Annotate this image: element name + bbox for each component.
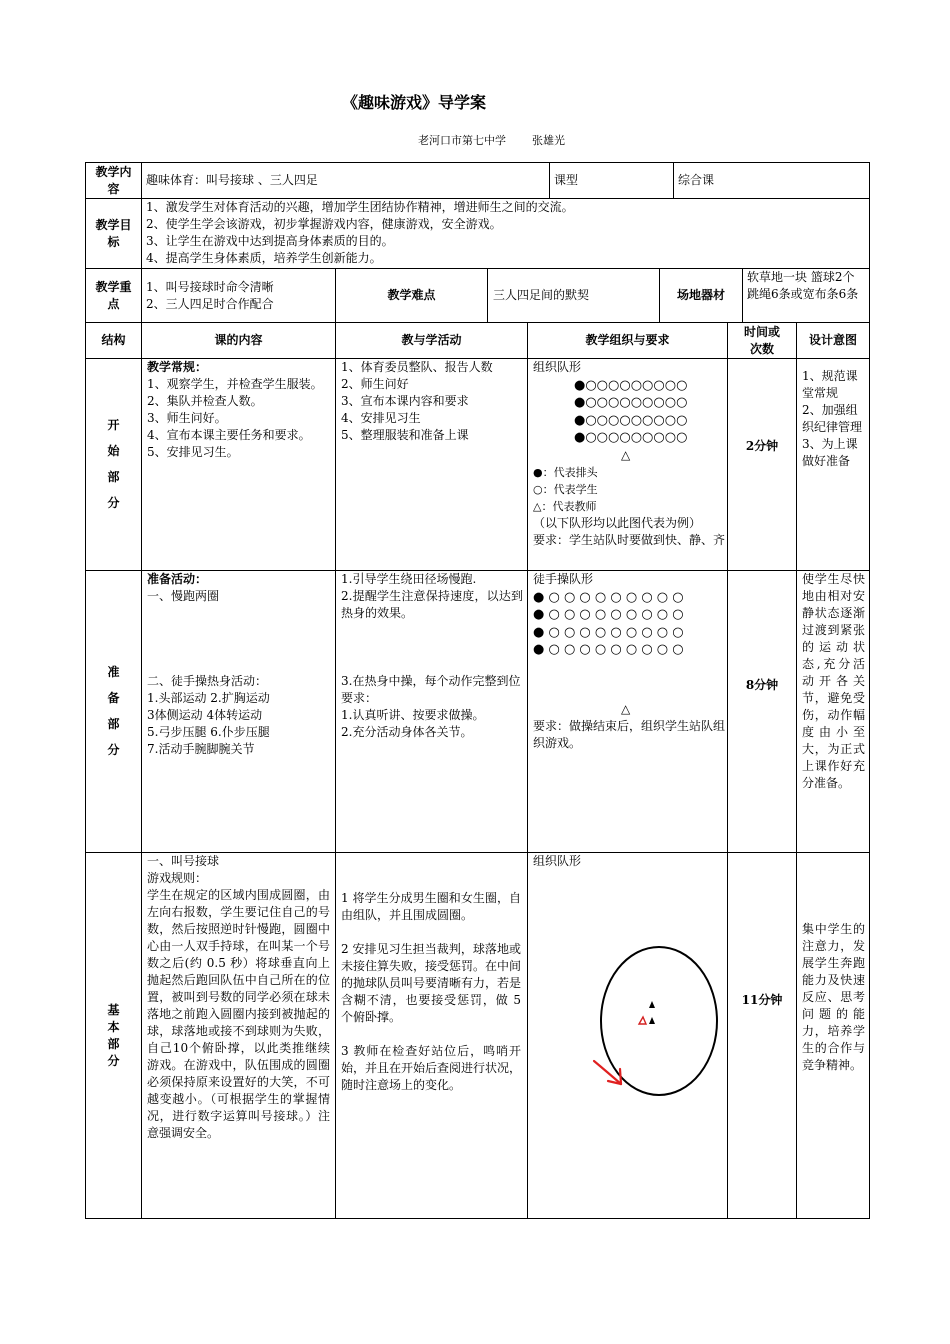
section-basic-content — [147, 853, 330, 1218]
section-basic-activity — [341, 853, 521, 1218]
start-content-list: 1、观察学生，并检查学生服装。 2、集队并检查人数。 3、师生问好。 4、宣布本课主要任务和要求。 5、安排见习生。 — [147, 377, 323, 459]
prep-time: 8分钟 — [745, 678, 779, 692]
formation-row: ●○○○○○○○○○ — [574, 378, 688, 393]
section-prep-label: 准 备 部 分 — [107, 665, 120, 757]
section-start-content — [147, 359, 333, 570]
difficulty-value: 三人四足间的默契 — [493, 288, 590, 302]
equipment-label: 场地器材 — [676, 288, 725, 302]
formation-row: ● ○ ○ ○ ○ ○ ○ ○ ○ ○ — [533, 590, 684, 605]
start-legend: ●：代表排头 ○：代表学生 △：代表教师 — [533, 465, 598, 513]
formation-row: ● ○ ○ ○ ○ ○ ○ ○ ○ ○ — [533, 642, 684, 658]
school-name: 老河口市第七中学 — [418, 134, 506, 147]
prep-activity-b: 3.在热身中操，每个动作完整到位 要求： 1.认真听讲、按要求做操。 2.充分活动身体各关节。 — [341, 674, 521, 739]
formation-row: ●○○○○○○○○○ — [574, 430, 688, 446]
basic-intent: 集中学生的注意力，发展学生奔跑能力及快速反应、思考问题的能力，培养学生的合作与竞争精神。 — [802, 922, 865, 1072]
formation-row: ●○○○○○○○○○ — [574, 412, 688, 428]
basic-content-head: 一、叫号接球 游戏规则： — [147, 854, 220, 885]
section-prep-activity — [341, 571, 523, 852]
basic-content-rules: 学生在规定的区域内围成圆圈，由左向右报数，学生要记住自己的号数，然后按照逆时针慢跑，圆圈中心由一人双手持球，在叫某一个号数之后(约 0.5 秒）将球垂直向上抛起然后跑回队伍中自己所在的位置，被叫到号数的同学必须在球未落地之前跑入圆圈内接到被抛起的球，球落地或接不到球则为失败，自己10个俯卧撑，以此类推继续游戏。在游戏中，队伍围成的圆圈必须保持原来设置好的大笑，不可越变越小。（可根据学生的掌握情况，进行数字运算叫号接球。）注意强调安全。 — [147, 888, 330, 1140]
author-name: 张雄光 — [532, 134, 565, 147]
teacher-icon: △ — [621, 447, 631, 462]
start-content-head: 教学常规： — [147, 360, 208, 374]
start-time: 2分钟 — [745, 439, 779, 453]
basic-time: 11分钟 — [741, 993, 783, 1007]
col-content: 课的内容 — [214, 333, 263, 347]
difficulty-label: 教学难点 — [387, 288, 436, 302]
section-start-organization — [533, 359, 726, 570]
prep-content-head: 准备活动： — [147, 572, 208, 586]
key-points-label: 教学重 点 — [95, 279, 132, 311]
col-structure: 结构 — [101, 333, 126, 347]
document-byline — [418, 132, 565, 148]
prep-content-b: 二、徒手操热身活动： 1.头部运动 2.扩胸运动 3体侧运动 4体转运动 5.弓步压腿 6.仆步压腿 7.活动手腕脚腕关节 — [147, 674, 270, 756]
teacher-icon: △ — [621, 701, 631, 716]
content-value: 趣味体育：叫号接球 、三人四足 — [146, 173, 318, 187]
goals-label: 教学目 标 — [95, 217, 132, 249]
start-intent: 1、规范课堂常规 2、加强组织纪律管理 3、为上课做好准备 — [802, 369, 863, 468]
goals-list: 1、激发学生对体育活动的兴趣，增加学生团结协作精神，增进师生之间的交流。 2、使学生学会该游戏，初步掌握游戏内容，健康游戏，安全游戏。 3、让学生在游戏中达到提高身体素质的目的。 4、提高学生身体素质，培养学生创新能力。 — [146, 200, 574, 265]
prep-org-note: 要求：做操结束后，组织学生站队组织游戏。 — [533, 718, 726, 750]
section-start-label: 开 始 部 分 — [107, 418, 120, 510]
basic-activity-1: 1 将学生分成男生圈和女生圈，自由组队，并且围成圆圈。 — [341, 891, 521, 922]
prep-activity-a: 1.引导学生绕田径场慢跑. 2.提醒学生注意保持速度，以达到热身的效果。 — [341, 572, 523, 620]
start-org-title: 组织队形 — [533, 360, 582, 374]
prep-org-title: 徒手操队形 — [533, 572, 594, 586]
section-start-activity: 1、体育委员整队、报告人数 2、师生问好 3、宣布本课内容和要求 4、安排见习生 5、整理服装和准备上课 — [341, 360, 493, 442]
start-org-note: （以下队形均以此图代表为例） 要求：学生站队时要做到快、静、齐 — [533, 515, 726, 547]
prep-intent: 使学生尽快地由相对安静状态逐渐过渡到紧张的运动状态,充分活动开各关节，避免受伤，动作幅度由小至大，为正式上课作好充分准备。 — [802, 572, 865, 790]
section-basic-label: 基 本 部 分 — [107, 1002, 120, 1068]
section-prep-content — [147, 571, 333, 852]
basic-org-title: 组织队形 — [533, 854, 582, 868]
formation-row: ● ○ ○ ○ ○ ○ ○ ○ ○ ○ — [533, 624, 684, 640]
start-formation — [533, 377, 726, 447]
ball-holder-marker-icon — [649, 1017, 655, 1024]
circle-formation-diagram — [528, 905, 727, 1105]
teacher-marker-icon — [649, 1001, 655, 1008]
formation-row: ● ○ ○ ○ ○ ○ ○ ○ ○ ○ — [533, 607, 684, 623]
student-circle — [601, 947, 717, 1095]
equipment-value: 软草地一块 篮球2个 跳绳6条或宽布条6条 — [747, 270, 859, 301]
basic-activity-2: 2 安排见习生担当裁判，球落地或未接住算失败，接受惩罚。在中间的抛球队员叫号要清晰有力，若是含糊不清，也要接受惩罚，做 5 个俯卧撑。 — [341, 942, 522, 1024]
col-intent: 设计意图 — [808, 333, 857, 347]
formation-row: ●○○○○○○○○○ — [574, 395, 688, 411]
section-prep-organization — [533, 571, 725, 852]
key-points-value: 1、叫号接球时命令清晰 2、三人四足时合作配合 — [146, 279, 274, 311]
col-organization: 教学组织与要求 — [585, 333, 670, 347]
prep-formation — [533, 589, 725, 659]
type-value: 综合课 — [678, 173, 715, 187]
basic-activity-3: 3 教师在检查好站位后，鸣哨开始，并且在开始后查阅进行状况，随时注意场上的变化。 — [341, 1044, 522, 1092]
col-time: 时间或 次数 — [743, 324, 780, 356]
col-activity: 教与学活动 — [401, 333, 462, 347]
document-title: 《趣味游戏》导学案 — [342, 93, 487, 112]
red-marker-icon — [639, 1017, 646, 1024]
content-label: 教学内 容 — [95, 164, 132, 196]
prep-content-a: 一、慢跑两圈 — [147, 589, 220, 603]
type-label: 课型 — [554, 173, 579, 187]
